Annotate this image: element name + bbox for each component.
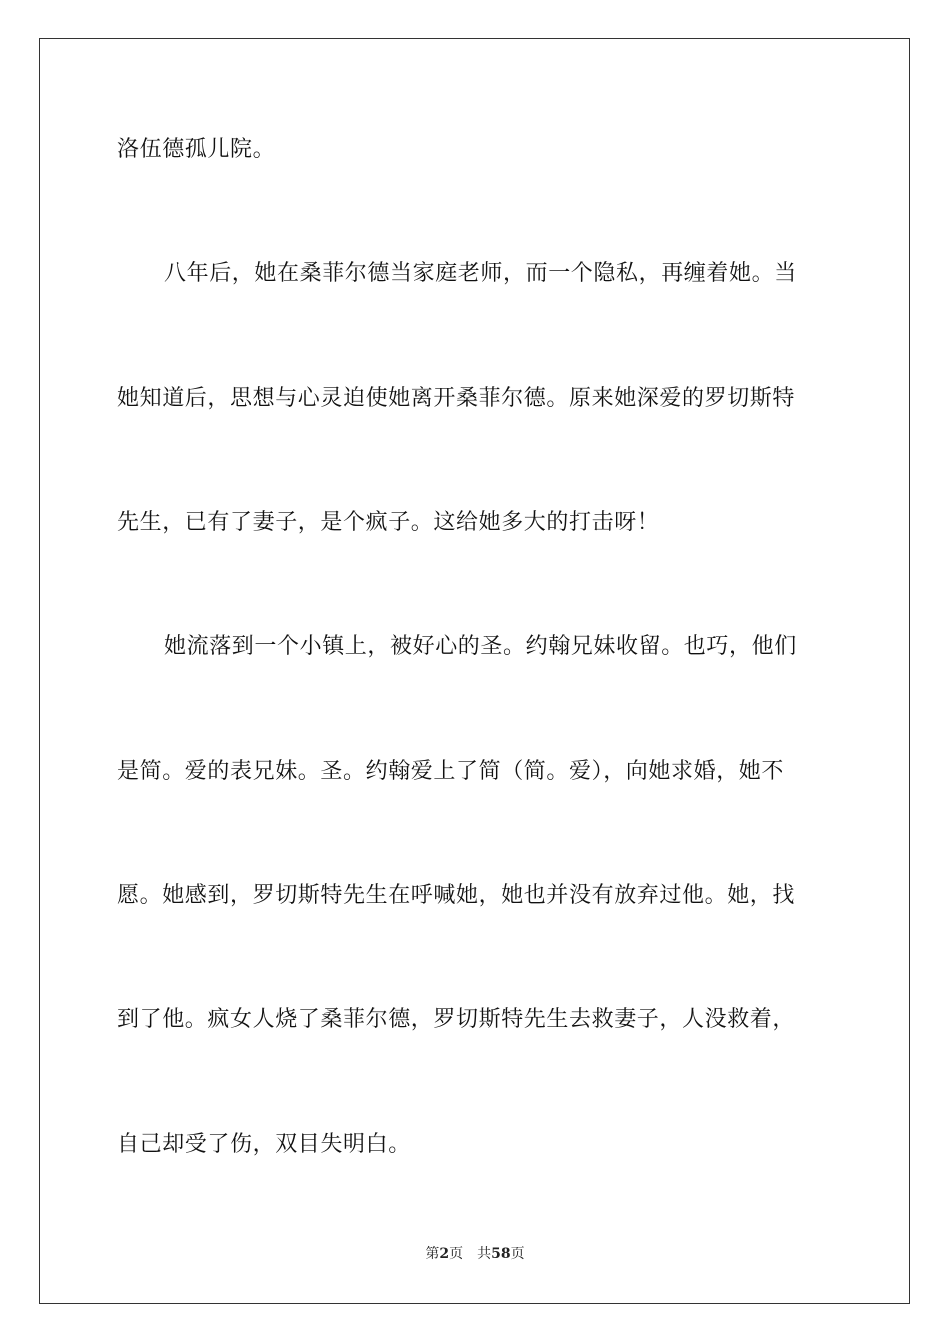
paragraph-line: 先生，已有了妻子，是个疯子。这给她多大的打击呀！	[117, 510, 660, 535]
paragraph-line: 她知道后，思想与心灵迫使她离开桑菲尔德。原来她深爱的罗切斯特	[117, 386, 796, 411]
paragraph-line: 洛伍德孤儿院。	[117, 137, 276, 162]
page-border	[39, 38, 910, 1304]
page-suffix: 页	[449, 1246, 464, 1262]
total-pages: 58	[491, 1246, 511, 1262]
total-prefix: 共	[477, 1246, 492, 1262]
paragraph-line: 愿。她感到，罗切斯特先生在呼喊她，她也并没有放弃过他。她，找	[117, 883, 796, 908]
page-number: 2	[439, 1246, 450, 1262]
paragraph-line: 是简。爱的表兄妹。圣。约翰爱上了简（简。爱），向她求婚，她不	[117, 759, 785, 784]
paragraph-line: 八年后，她在桑菲尔德当家庭老师，而一个隐私，再缠着她。当	[164, 261, 797, 286]
paragraph-line: 自己却受了伤，双目失明白。	[117, 1132, 411, 1157]
page-footer	[0, 1244, 950, 1264]
paragraph-line: 到了他。疯女人烧了桑菲尔德，罗切斯特先生去救妻子，人没救着，	[117, 1007, 796, 1032]
paragraph-line: 她流落到一个小镇上，被好心的圣。约翰兄妹收留。也巧，他们	[164, 634, 797, 659]
page-prefix: 第	[425, 1246, 440, 1262]
total-suffix: 页	[510, 1246, 525, 1262]
